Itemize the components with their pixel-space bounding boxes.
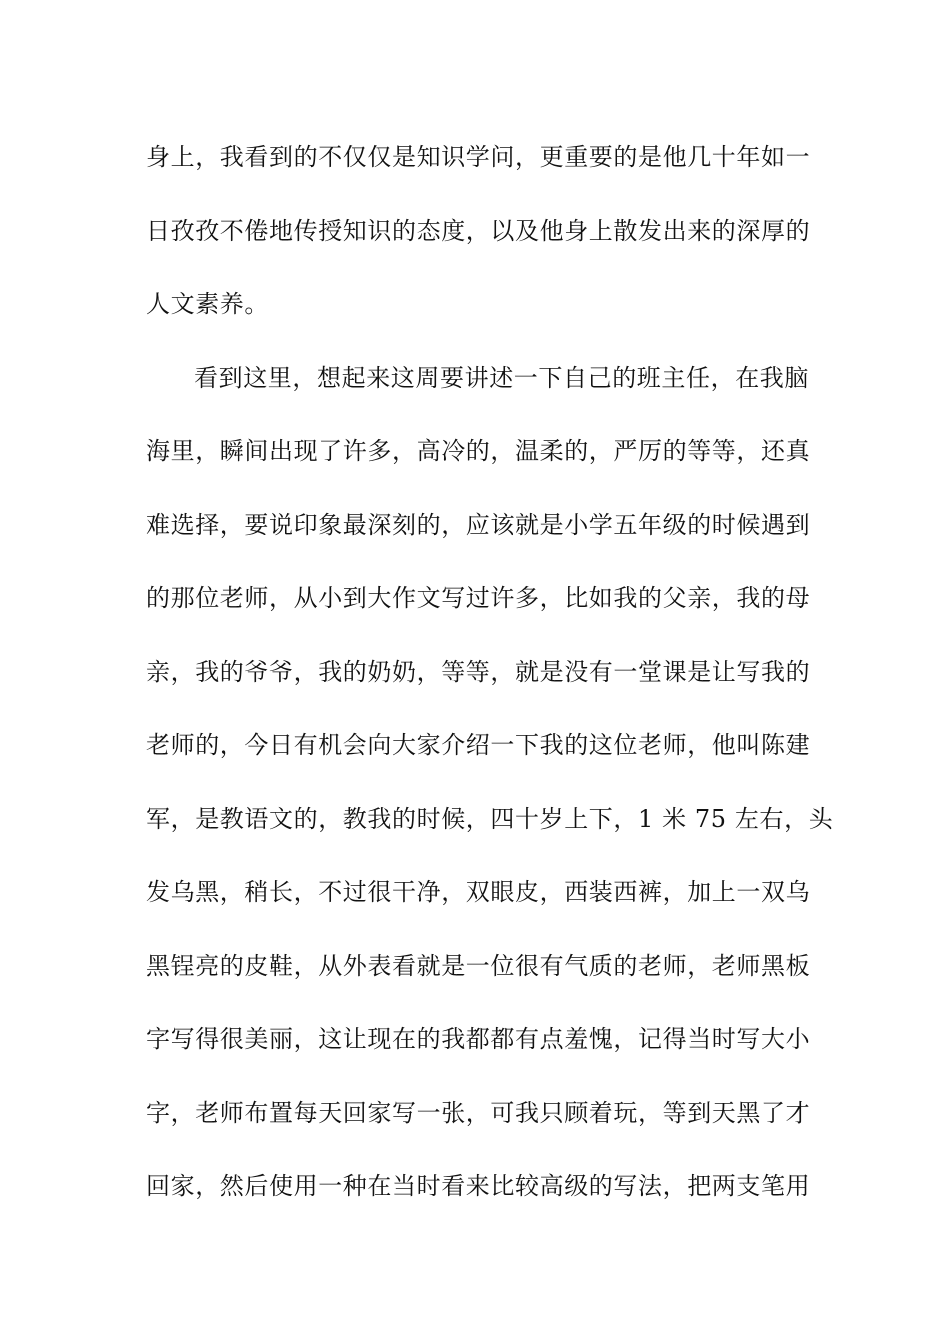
- text-line: 字，老师布置每天回家写一张，可我只顾着玩，等到天黑了才: [146, 1098, 811, 1127]
- text-line: 身上，我看到的不仅仅是知识学问，更重要的是他几十年如一: [146, 143, 811, 171]
- text-line: 人文素养。: [146, 290, 269, 318]
- text-line: 老师的，今日有机会向大家介绍一下我的这位老师，他叫陈建: [146, 731, 811, 759]
- paragraph-start-line: 看到这里，想起来这周要讲述一下自己的班主任，在我脑: [194, 363, 809, 392]
- text-line: 发乌黑，稍长，不过很干净，双眼皮，西装西裤，加上一双乌: [146, 878, 811, 906]
- body-text: [146, 126, 834, 1229]
- text-line: 日孜孜不倦地传授知识的态度，以及他身上散发出来的深厚的: [146, 216, 811, 245]
- text-line: 黑锃亮的皮鞋，从外表看就是一位很有气质的老师，老师黑板: [146, 951, 811, 980]
- text-line: 海里，瞬间出现了许多，高冷的，温柔的，严厉的等等，还真: [146, 437, 811, 465]
- text-line: 字写得很美丽，这让现在的我都都有点羞愧，记得当时写大小: [146, 1025, 811, 1053]
- text-line: 回家，然后使用一种在当时看来比较高级的写法，把两支笔用: [146, 1172, 811, 1200]
- text-line: 的那位老师，从小到大作文写过许多，比如我的父亲，我的母: [146, 584, 811, 612]
- text-line: 亲，我的爷爷，我的奶奶，等等，就是没有一堂课是让写我的: [146, 657, 811, 686]
- text-line: 难选择，要说印象最深刻的，应该就是小学五年级的时候遇到: [146, 510, 811, 539]
- text-line: 军，是教语文的，教我的时候，四十岁上下，1 米 75 左右，头: [146, 804, 834, 833]
